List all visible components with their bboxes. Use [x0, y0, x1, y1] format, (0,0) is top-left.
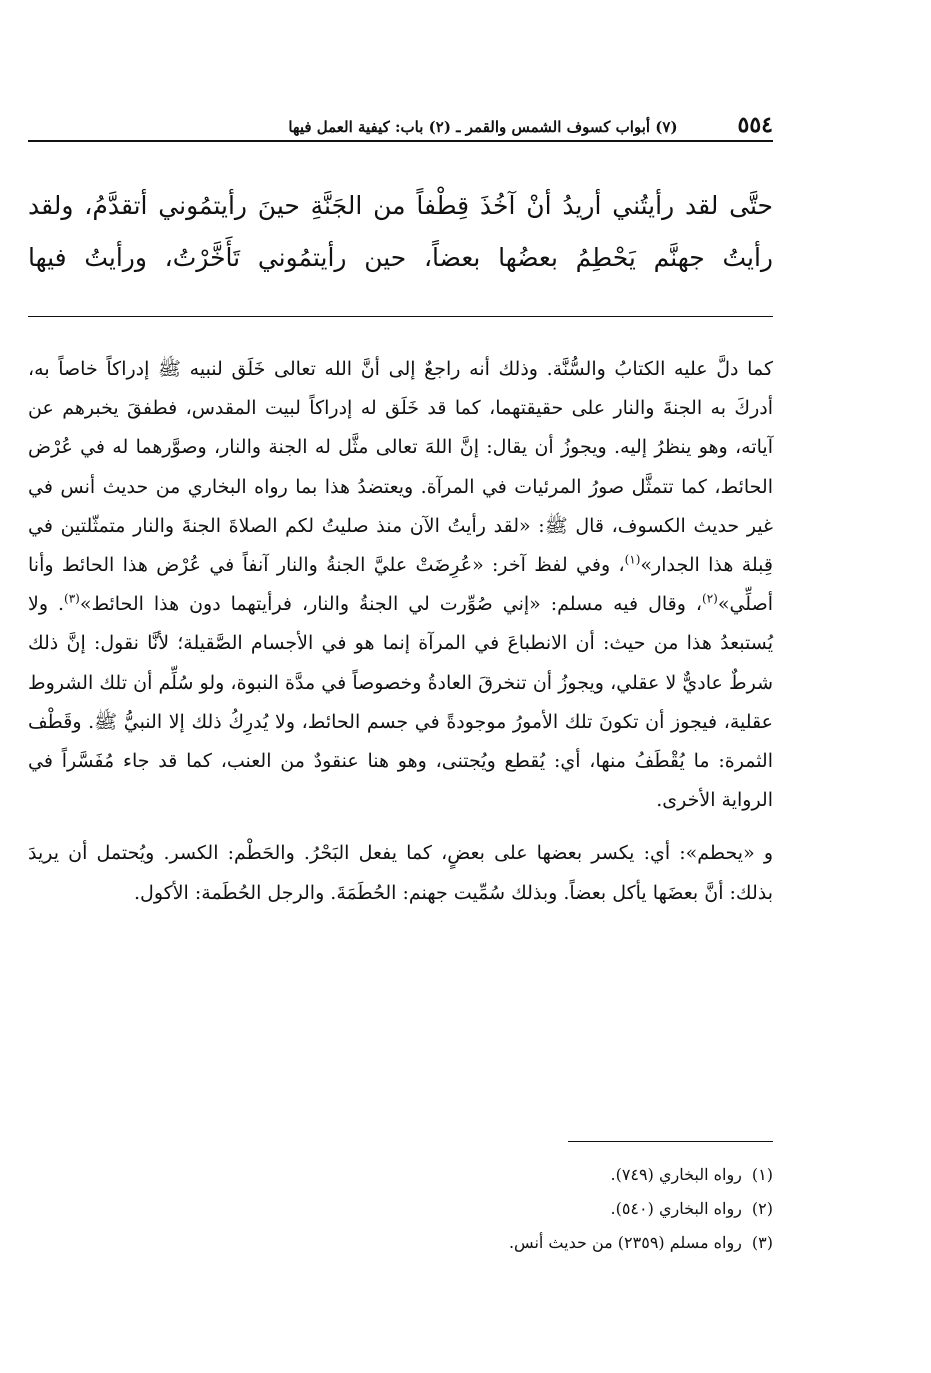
hadith-text: حتَّى لقد رأيتُني أريدُ أنْ آخُذَ قِطْفاً من الجَنَّةِ حينَ رأيتمُوني أتقدَّمُ، ولقد رأيتُ جهنَّم يَحْطِمُ بعضُها بعضاً، حين رأيتمُوني تَأَخَّرْتُ، ورأيتُ فيها — [28, 191, 773, 272]
footnote-text: رواه البخاري (٧٤٩). — [610, 1165, 742, 1184]
commentary-paragraph — [28, 350, 773, 820]
footnote — [28, 1192, 773, 1226]
footnote-text: رواه مسلم (٢٣٥٩) من حديث أنس. — [508, 1233, 742, 1252]
commentary-paragraph: و «يحطم»: أي: يكسر بعضها على بعضٍ، كما يفعل البَحْرُ. والحَطْم: الكسر. ويُحتمل أن يريدَ بذلك: أنَّ بعضَها يأكل بعضاً. وبذلك سُمِّيت جهنم: الحُطَمَةَ. والرجل الحُطَمة: الأكول. — [28, 842, 773, 904]
page-header — [28, 108, 773, 142]
footnote — [28, 1158, 773, 1192]
footnote-number: (٣) — [751, 1233, 773, 1252]
commentary-text: . ولا يُستبعدُ هذا من حيث: أن الانطباعَ في المرآة إنما هو في الأجسام الصَّقيلة؛ لأنَّا نقول: إنَّ ذلك شرطٌ عاديٌّ لا عقلي، ويجوزُ أن تنخرقَ العادةُ وخصوصاً في مدَّة النبوة، ولو سُلِّم أن تلك الشروط عقلية، فيجوز أن تكونَ تلك الأمورُ موجودةً في جسم الحائط، ولا يُدرِكُ ذلك إلا النبيُّ ﷺ. وقَطْف الثمرة: ما يُقْطَفُ منها، أي: يُقطع ويُجتنى، وهو هنا عنقودٌ من العنب، كما قد جاء مُفَسَّراً في الرواية الأخرى. — [28, 593, 773, 812]
footnote-marker: (١) — [624, 552, 641, 567]
footnotes — [28, 1158, 773, 1260]
running-title: (٧) أبواب كسوف الشمس والقمر ـ (٢) باب: كيفية العمل فيها — [288, 118, 678, 136]
footnote-marker: (٣) — [64, 591, 80, 606]
book-page — [28, 0, 773, 1373]
footnote — [28, 1226, 773, 1260]
commentary-text: ، وفي لفظ آخر: «عُرِضَتْ عليَّ الجنةُ والنار آنفاً في عُرْض هذا الحائط وأنا أصلِّي» — [28, 554, 774, 616]
footnote-number: (١) — [751, 1165, 773, 1184]
footnote-divider — [568, 1141, 773, 1142]
section-divider — [28, 316, 773, 317]
footnote-number: (٢) — [751, 1199, 773, 1218]
commentary-text: ، وقال فيه مسلم: «إني صُوِّرت لي الجنةُ والنار، فرأيتهما دون هذا الحائط» — [79, 593, 703, 616]
commentary-text: كما دلَّ عليه الكتابُ والسُّنَّة. وذلك أنه راجعٌ إلى أنَّ الله تعالى خَلَق لنبيه ﷺ إدراكاً خاصاً به، أدركَ به الجنةَ والنار على حقيقتهما، كما قد خَلَق له إدراكاً لبيت المقدس، فطفقَ يخبرهم عن آياته، وهو ينظرُ إليه. ويجوزُ أن يقال: إنَّ اللهَ تعالى مثَّل له الجنة والنار، وصوَّرهما له في عُرْض الحائط، كما تتمثَّل صورُ المرئيات في المرآة. ويعتضدُ هذا بما رواه البخاري من حديث أنس في غير حديث الكسوف، قال ﷺ: «لقد رأيتُ الآن منذ صليتُ لكم الصلاةَ الجنةَ والنار متمثّلتين في قِبلة هذا الجدار» — [28, 358, 773, 577]
footnote-text: رواه البخاري (٥٤٠). — [610, 1199, 742, 1218]
commentary — [28, 350, 773, 913]
page-number: ٥٥٤ — [737, 112, 773, 138]
footnote-marker: (٢) — [702, 591, 718, 606]
